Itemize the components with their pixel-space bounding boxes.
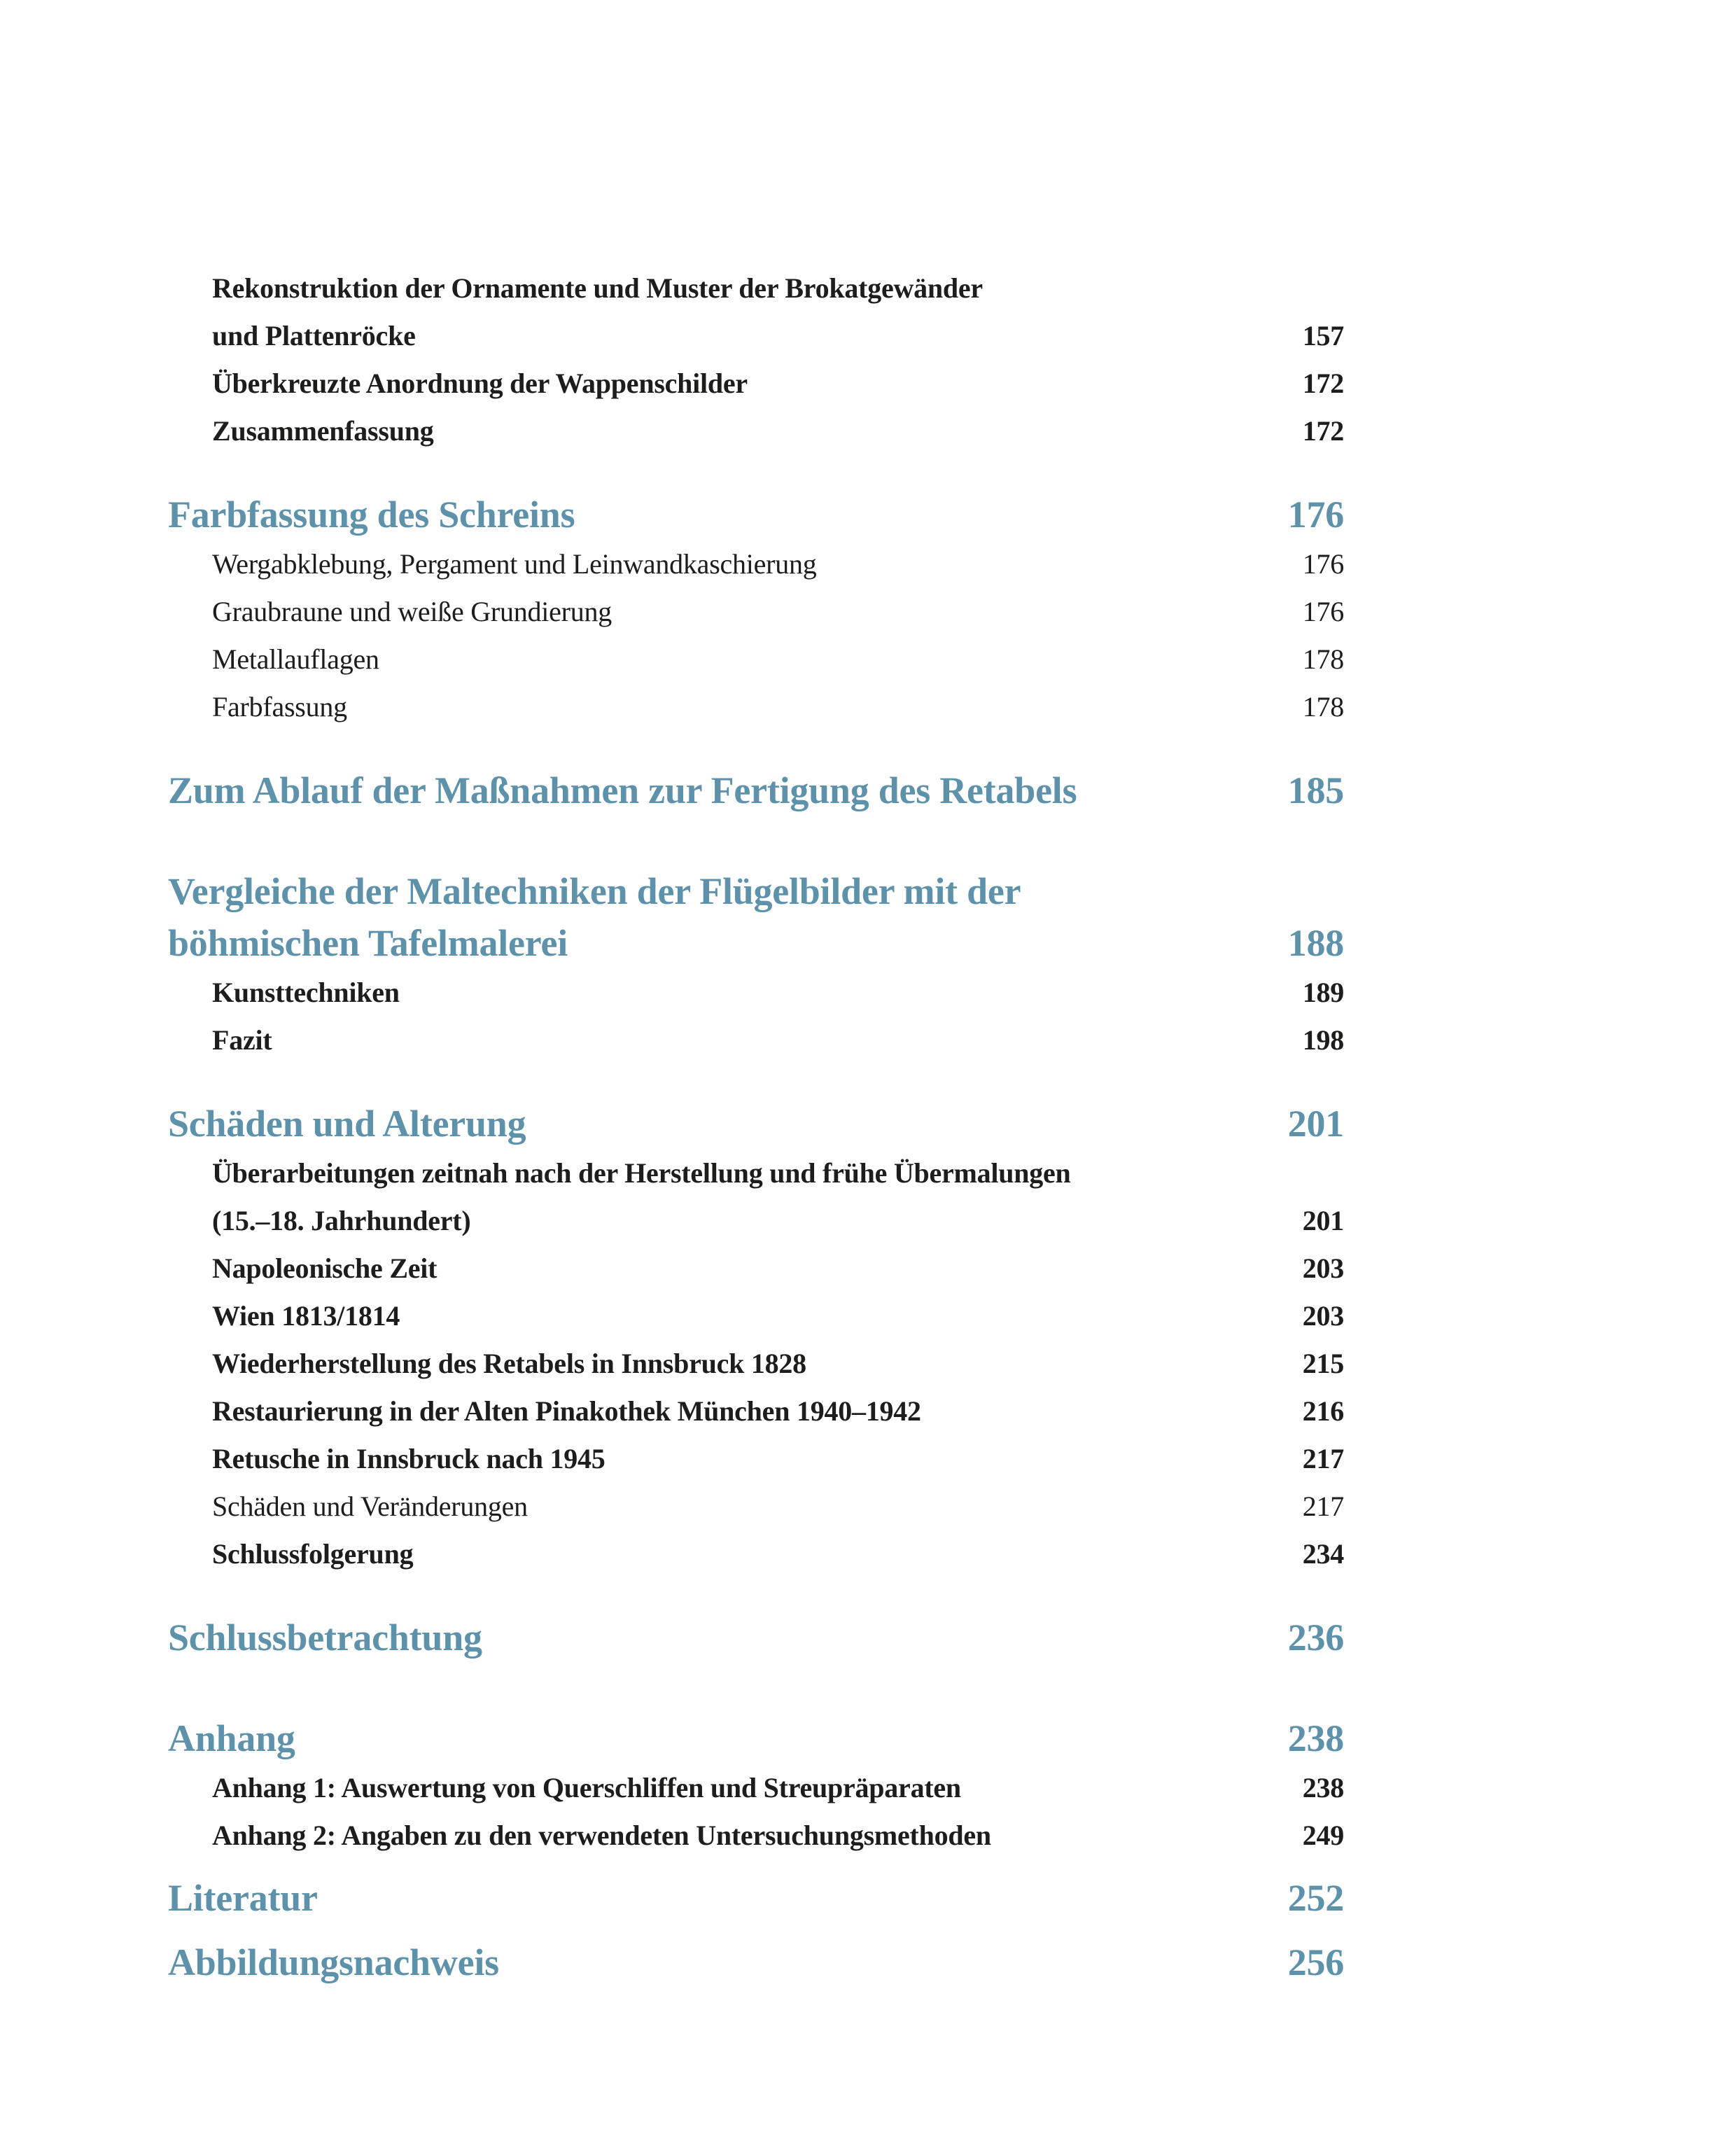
toc-entry [168,1764,1344,1812]
toc-section-heading [168,1098,1344,1150]
toc-entry [168,1017,1344,1064]
entry-page-number: 189 [1302,977,1344,1008]
entry-title: Napoleonische Zeit [212,1252,438,1284]
toc-entry [168,588,1344,636]
entry-title: Literatur [168,1877,318,1919]
entry-page-number: 203 [1302,1252,1344,1284]
toc-entry [168,360,1344,407]
entry-title: Schäden und Alterung [168,1103,526,1145]
toc-entry [168,1435,1344,1483]
toc-section-heading [168,1612,1344,1663]
entry-page-number: 188 [1287,922,1344,964]
toc-section-heading [168,489,1344,540]
toc-entry [168,540,1344,588]
entry-title: Schlussbetrachtung [168,1617,482,1659]
toc-entry [168,636,1344,683]
entry-title: Anhang 1: Auswertung von Querschliffen und Streupräparaten [212,1772,961,1803]
entry-title: Abbildungsnachweis [168,1941,499,1983]
entry-page-number: 217 [1302,1443,1344,1474]
entry-title: Schlussfolgerung [212,1538,414,1570]
toc-entry [168,1150,1344,1197]
entry-title: und Plattenröcke [212,320,416,351]
entry-title: Metallauflagen [212,643,379,675]
entry-page-number: 176 [1302,596,1344,627]
entry-page-number: 238 [1287,1717,1344,1759]
entry-title: (15.–18. Jahrhundert) [212,1205,471,1236]
entry-page-number: 236 [1287,1617,1344,1659]
entry-title: Farbfassung des Schreins [168,494,575,536]
entry-title: Überarbeitungen zeitnah nach der Herstellung und frühe Übermalungen [212,1157,1071,1189]
entry-page-number: 176 [1287,494,1344,536]
toc-entry [168,1530,1344,1578]
toc-entry [168,1388,1344,1435]
entry-page-number: 249 [1302,1820,1344,1851]
entry-title: Restaurierung in der Alten Pinakothek München 1940–1942 [212,1395,921,1427]
toc-section-heading [168,865,1344,917]
toc-entry [168,312,1344,360]
entry-title: Zum Ablauf der Maßnahmen zur Fertigung des Retabels [168,769,1077,811]
entry-page-number: 178 [1302,691,1344,723]
entry-page-number: 238 [1302,1772,1344,1803]
toc-section-heading [168,1936,1344,1988]
entry-page-number: 201 [1302,1205,1344,1236]
entry-title: Vergleiche der Maltechniken der Flügelbilder mit der [168,870,1021,912]
entry-page-number: 252 [1287,1877,1344,1919]
entry-page-number: 201 [1287,1103,1344,1145]
entry-title: Farbfassung [212,691,347,723]
entry-page-number: 256 [1287,1941,1344,1983]
entry-page-number: 215 [1302,1348,1344,1379]
entry-title: Fazit [212,1024,272,1056]
toc-entry [168,1812,1344,1859]
entry-title: böhmischen Tafelmalerei [168,922,568,964]
toc-section-heading [168,765,1344,816]
toc-section-heading [168,1872,1344,1924]
entry-page-number: 157 [1302,320,1344,351]
entry-title: Retusche in Innsbruck nach 1945 [212,1443,606,1474]
toc-section-heading [168,1712,1344,1764]
toc-entry [168,1292,1344,1340]
entry-title: Zusammenfassung [212,415,434,447]
entry-title: Wergabklebung, Pergament und Leinwandkaschierung [212,548,817,580]
toc-entry [168,1245,1344,1292]
entry-page-number: 176 [1302,548,1344,580]
toc-entry [168,265,1344,312]
entry-title: Wiederherstellung des Retabels in Innsbruck 1828 [212,1348,806,1379]
entry-title: Graubraune und weiße Grundierung [212,596,612,627]
entry-page-number: 185 [1287,769,1344,811]
entry-page-number: 172 [1302,368,1344,399]
entry-title: Wien 1813/1814 [212,1300,400,1332]
entry-page-number: 234 [1302,1538,1344,1570]
toc-entry [168,407,1344,455]
entry-page-number: 172 [1302,415,1344,447]
toc-section-heading [168,917,1344,969]
entry-page-number: 216 [1302,1395,1344,1427]
toc-entry [168,1483,1344,1530]
entry-page-number: 198 [1302,1024,1344,1056]
toc-entry [168,969,1344,1017]
toc-entry [168,683,1344,731]
entry-page-number: 203 [1302,1300,1344,1332]
entry-page-number: 217 [1302,1491,1344,1522]
entry-title: Überkreuzte Anordnung der Wappenschilder [212,368,748,399]
entry-title: Schäden und Veränderungen [212,1491,528,1522]
entry-title: Anhang 2: Angaben zu den verwendeten Untersuchungsmethoden [212,1820,991,1851]
entry-title: Rekonstruktion der Ornamente und Muster der Brokatgewänder [212,272,983,304]
toc-entry [168,1340,1344,1388]
entry-title: Anhang [168,1717,295,1759]
toc-entry [168,1197,1344,1245]
entry-title: Kunsttechniken [212,977,400,1008]
entry-page-number: 178 [1302,643,1344,675]
